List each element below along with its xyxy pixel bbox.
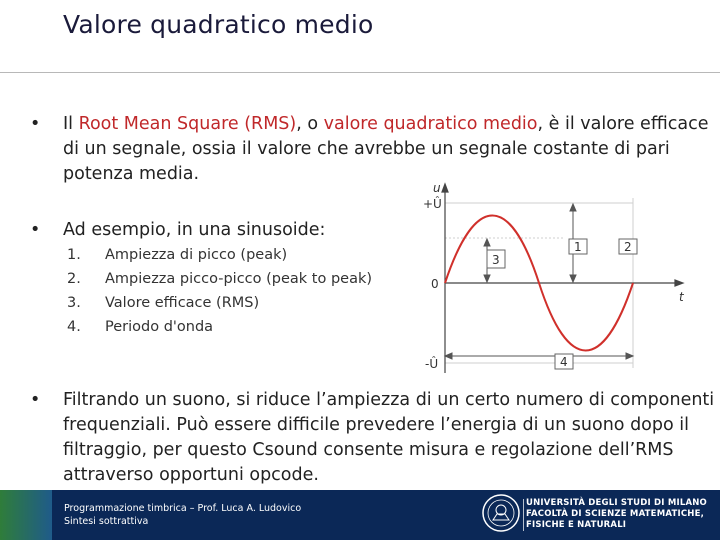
zero-label: 0 (431, 277, 439, 291)
bullet-text: Filtrando un suono, si riduce l’ampiezza di un certo numero di componenti frequenziali. Può essere difficile prevedere l’energia di un suono dopo il filtraggio, per questo Csound consente misura e regolazione dell’RMS attraverso opportuni opcode. (63, 390, 715, 485)
marker-1-label: 1 (574, 240, 582, 254)
university-name (526, 498, 707, 531)
marker-1 (569, 239, 587, 254)
list-number: 1. (67, 247, 81, 263)
bullet-text (63, 112, 713, 187)
list-label: Valore efficace (RMS) (105, 295, 260, 311)
bullet-dot: • (30, 390, 41, 410)
list-number: 2. (67, 271, 81, 287)
list-label: Periodo d'onda (105, 319, 214, 335)
marker-2 (619, 239, 637, 254)
text-segment: , o (296, 114, 324, 134)
x-axis-label: t (679, 290, 684, 304)
university-seal-icon (481, 493, 521, 533)
highlight-vqm: valore quadratico medio (323, 114, 538, 134)
footer-lesson-title: Sintesi sottrattiva (64, 516, 149, 527)
positive-peak-label: +Û (423, 197, 442, 211)
footer-bar (0, 490, 720, 540)
negative-peak-label: -Û (425, 357, 439, 371)
bullet-dot: • (30, 114, 41, 134)
text-segment: , è il valore efficace di un segnale, ossia il valore che avrebbe un segnale costante di pari potenza media. (63, 114, 709, 184)
marker-2-label: 2 (624, 240, 632, 254)
footer-course-title: Programmazione timbrica – Prof. Luca A. Ludovico (64, 503, 302, 514)
text-segment: Il (63, 114, 79, 134)
axes (442, 184, 683, 373)
sine-wave-diagram (415, 178, 695, 378)
marker-3 (487, 250, 505, 268)
footer-divider (523, 499, 524, 531)
bullet-dot: • (30, 220, 41, 240)
y-axis-label: u (433, 181, 441, 195)
list-label: Ampiezza di picco (peak) (105, 247, 288, 263)
bullet-text: Ad esempio, in una sinusoide: (63, 220, 326, 240)
list-number: 4. (67, 319, 81, 335)
faculty-line: FACOLTÀ DI SCIENZE MATEMATICHE, (526, 509, 705, 519)
slide-title: Valore quadratico medio (63, 10, 374, 39)
footer-accent (0, 490, 52, 540)
title-divider (0, 72, 720, 73)
university-line: UNIVERSITÀ DEGLI STUDI DI MILANO (526, 498, 707, 508)
marker-4 (555, 354, 573, 369)
faculty-line: FISICHE E NATURALI (526, 520, 627, 530)
footer-course-info (64, 502, 301, 528)
marker-3-label: 3 (492, 253, 500, 267)
list-number: 3. (67, 295, 81, 311)
highlight-rms: Root Mean Square (RMS) (78, 114, 297, 134)
list-label: Ampiezza picco-picco (peak to peak) (105, 271, 373, 287)
marker-4-label: 4 (560, 355, 568, 369)
